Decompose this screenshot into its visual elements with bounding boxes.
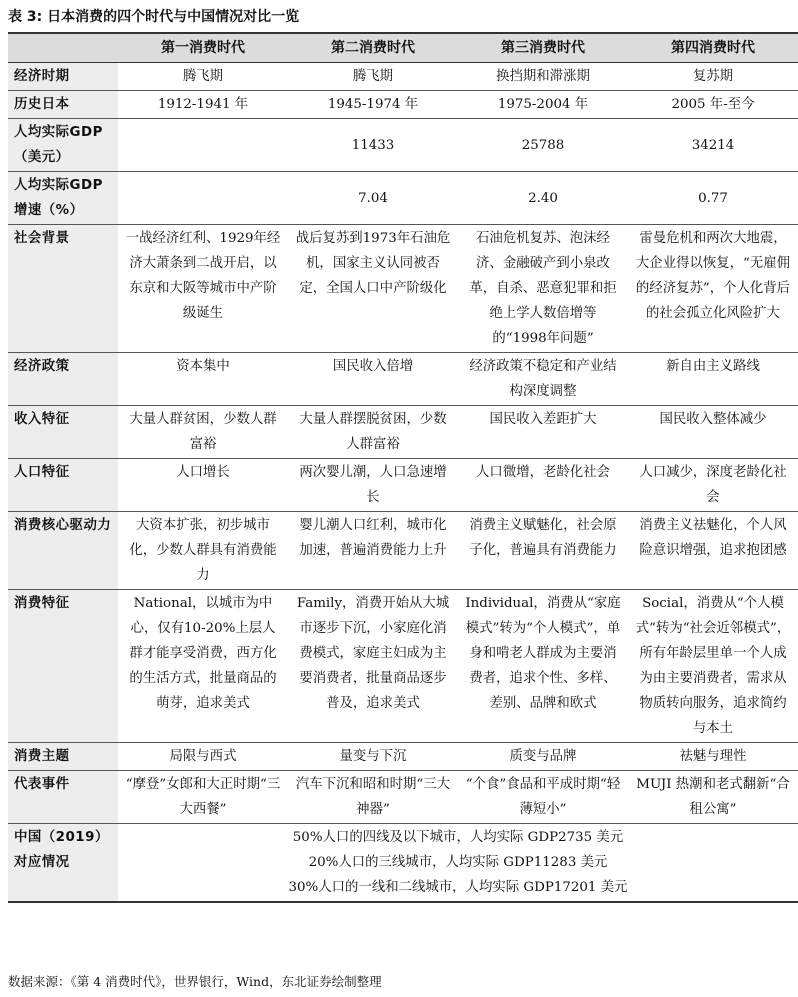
table-cell: 祛魅与理性 xyxy=(679,749,747,764)
table-cell: 大资本扩张，初步城市化，少数人群具有消费能力 xyxy=(129,518,277,583)
table-row xyxy=(8,63,798,91)
table-row xyxy=(8,406,798,459)
row-label: 社会背景 xyxy=(8,225,118,353)
china-line-3: 30%人口的一线和二线城市，人均实际 GDP17201 美元 xyxy=(288,880,628,895)
table-cell: 石油危机复苏、泡沫经济、金融破产到小泉改革，自杀、恶意犯罪和拒绝上学人数倍增等的“1998年问题” xyxy=(469,231,617,346)
table-cell: 复苏期 xyxy=(692,69,734,84)
header-era-1: 第一消费时代 xyxy=(118,33,288,63)
row-label: 人口特征 xyxy=(8,459,118,512)
china-line-1: 50%人口的四线及以下城市，人均实际 GDP2735 美元 xyxy=(292,830,624,845)
table-cell: 资本集中 xyxy=(176,359,230,374)
row-label: 人均实际GDP增速（%） xyxy=(8,172,118,225)
table-cell: 一战经济红利、1929年经济大萧条到二战开启，以东京和大阪等城市中产阶级诞生 xyxy=(125,231,281,321)
table-cell: 腾飞期 xyxy=(182,69,224,84)
table-cell: Individual，消费从“家庭模式”转为“个人模式”，单身和啃老人群成为主要消费者，追求个性、多样、差别、品牌和欧式 xyxy=(465,596,621,711)
china-line-2: 20%人口的三线城市，人均实际 GDP11283 美元 xyxy=(308,855,608,870)
header-corner xyxy=(8,33,118,63)
table-cell: 汽车下沉和昭和时期“三大神器” xyxy=(295,777,451,817)
table-cell xyxy=(118,172,288,225)
table-cell: 25788 xyxy=(521,137,565,153)
table-cell: 大量人群贫困，少数人群富裕 xyxy=(129,412,277,452)
table-row xyxy=(8,353,798,406)
table-cell: 婴儿潮人口红利，城市化加速，普遍消费能力上升 xyxy=(299,518,447,558)
table-row xyxy=(8,590,798,743)
comparison-table xyxy=(8,32,798,903)
table-row xyxy=(8,91,798,119)
row-label: 消费主题 xyxy=(8,743,118,771)
table-cell: 质变与品牌 xyxy=(509,749,577,764)
table-cell: 经济政策不稳定和产业结构深度调整 xyxy=(469,359,617,399)
table-cell: 1912-1941 年 xyxy=(157,97,249,112)
table-cell: 量变与下沉 xyxy=(339,749,407,764)
table-cell: 换挡期和滞涨期 xyxy=(496,69,590,84)
table-cell: 消费主义祛魅化，个人风险意识增强，追求抱团感 xyxy=(639,518,787,558)
row-label: 经济政策 xyxy=(8,353,118,406)
table-cell: MUJI 热潮和老式翻新“合租公寓” xyxy=(636,777,790,817)
table-cell: 雷曼危机和两次大地震，大企业得以恢复，“无雇佣的经济复苏”，个人化背后的社会孤立化风险扩大 xyxy=(635,231,791,321)
table-cell: 1975-2004 年 xyxy=(497,97,589,112)
table-cell: 人口减少，深度老龄化社会 xyxy=(639,465,787,505)
table-cell: 两次婴儿潮，人口急速增长 xyxy=(299,465,447,505)
table-cell: 局限与西式 xyxy=(169,749,237,764)
table-cell: 战后复苏到1973年石油危机，国家主义认同被否定，全国人口中产阶级化 xyxy=(295,231,451,296)
row-label: 收入特征 xyxy=(8,406,118,459)
table-cell: 0.77 xyxy=(698,190,728,206)
data-source-note: 数据来源：《第 4 消费时代》，世界银行，Wind，东北证券绘制整理 xyxy=(8,974,382,989)
header-era-4: 第四消费时代 xyxy=(628,33,798,63)
table-row xyxy=(8,743,798,771)
china-cell xyxy=(118,824,798,903)
header-era-2: 第二消费时代 xyxy=(288,33,458,63)
table-cell: 人口微增，老龄化社会 xyxy=(476,465,610,480)
row-label: 消费特征 xyxy=(8,590,118,743)
table-cell: 11433 xyxy=(351,137,395,153)
table-cell: 国民收入差距扩大 xyxy=(489,412,597,427)
table-cell: Family，消费开始从大城市逐步下沉，小家庭化消费模式，家庭主妇成为主要消费者，批量商品逐步普及，追求美式 xyxy=(296,596,450,711)
table-cell: Social，消费从“个人模式”转为“社会近邻模式”，所有年龄层里单一个人成为由主要消费者，需求从物质转向服务，追求简约与本土 xyxy=(635,596,791,736)
header-row xyxy=(8,33,798,63)
table-cell: 消费主义赋魅化，社会原子化，普遍具有消费能力 xyxy=(469,518,617,558)
row-label: 消费核心驱动力 xyxy=(8,512,118,590)
table-cell: 国民收入整体减少 xyxy=(659,412,767,427)
table-cell: 2.40 xyxy=(528,190,558,206)
table-cell: 新自由主义路线 xyxy=(666,359,760,374)
table-cell: 34214 xyxy=(691,137,735,153)
china-label: 中国（2019）对应情况 xyxy=(8,824,118,903)
table-row xyxy=(8,119,798,172)
table-row xyxy=(8,225,798,353)
china-row xyxy=(8,824,798,903)
row-label: 历史日本 xyxy=(8,91,118,119)
table-cell: 人口增长 xyxy=(176,465,230,480)
row-label: 代表事件 xyxy=(8,771,118,824)
table-row xyxy=(8,172,798,225)
table-row xyxy=(8,459,798,512)
table-cell xyxy=(118,119,288,172)
table-cell: 大量人群摆脱贫困，少数人群富裕 xyxy=(299,412,447,452)
row-label: 经济时期 xyxy=(8,63,118,91)
table-cell: 2005 年-至今 xyxy=(671,97,755,112)
table-cell: “个食”食品和平成时期“轻薄短小” xyxy=(465,777,621,817)
table-cell: 7.04 xyxy=(358,190,388,206)
table-cell: “摩登”女郎和大正时期“三大西餐” xyxy=(125,777,281,817)
row-label: 人均实际GDP（美元） xyxy=(8,119,118,172)
table-cell: 国民收入倍增 xyxy=(332,359,414,374)
table-cell: National，以城市为中心，仅有10-20%上层人群才能享受消费，西方化的生活方式，批量商品的萌芽，追求美式 xyxy=(129,596,277,711)
header-era-3: 第三消费时代 xyxy=(458,33,628,63)
table-row xyxy=(8,512,798,590)
table-row xyxy=(8,771,798,824)
table-cell: 腾飞期 xyxy=(352,69,394,84)
table-cell: 1945-1974 年 xyxy=(327,97,419,112)
table-title: 表 3: 日本消费的四个时代与中国情况对比一览 xyxy=(8,9,300,25)
